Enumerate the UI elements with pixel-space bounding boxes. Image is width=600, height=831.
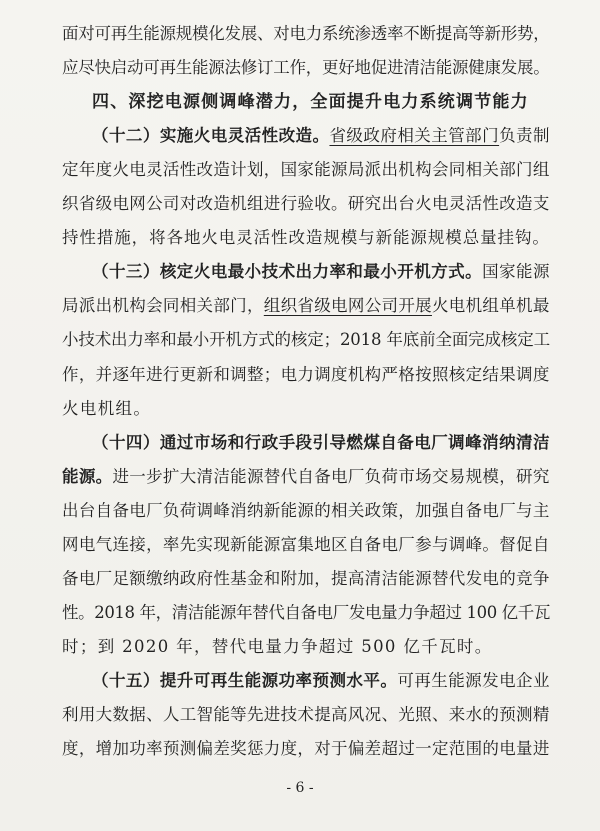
- text-fragment: 出台自备电厂负荷调峰消纳新能源的相关政策，加强自备电厂与主: [62, 500, 550, 520]
- text-line-16: [62, 534, 550, 556]
- text-line-20: [92, 670, 550, 692]
- text-fragment: 进一步扩大清洁能源替代自备电厂负荷市场交易规模，研究: [112, 466, 550, 486]
- text-line-1: [62, 23, 550, 45]
- text-fragment: 备电厂足额缴纳政府性基金和附加，提高清洁能源替代发电的竞争: [62, 568, 550, 588]
- text-fragment: （十三）核定火电最小技术出力率和最小开机方式。: [92, 262, 483, 282]
- text-line-14: [62, 466, 550, 488]
- text-line-7: [62, 227, 550, 249]
- text-line-18: [62, 602, 550, 624]
- text-fragment: 织省级电网公司对改造机组进行验收。研究出台火电灵活性改造支: [62, 194, 550, 214]
- text-line-15: [62, 500, 550, 522]
- text-line-8: [92, 261, 550, 283]
- text-fragment: 持性措施，将各地火电灵活性改造规模与新能源规模总量挂钩。: [62, 228, 550, 248]
- page-number: - 6 -: [286, 780, 314, 796]
- text-line-5: [62, 159, 550, 181]
- section-heading: [92, 91, 580, 113]
- text-fragment: 国家能源: [482, 262, 550, 282]
- text-fragment: 局派出机构会同相关部门，: [62, 296, 264, 316]
- text-line-6: [62, 193, 550, 215]
- text-line-9: [62, 295, 550, 317]
- text-fragment: 组织省级电网公司开展: [263, 296, 432, 316]
- text-fragment: 度，增加功率预测偏差奖惩力度，对于偏差超过一定范围的电量进: [62, 739, 550, 759]
- text-fragment: 面对可再生能源规模化发展、对电力系统渗透率不断提高等新形势，: [62, 24, 550, 43]
- text-line-4: [92, 125, 550, 147]
- text-fragment: 负责制: [499, 126, 550, 146]
- text-fragment: 应尽快启动可再生能源法修订工作，更好地促进清洁能源健康发展。: [62, 58, 550, 78]
- text-line-2: [62, 57, 550, 79]
- text-fragment: 省级政府相关主管部门: [329, 126, 500, 146]
- text-line-11: [62, 364, 550, 386]
- text-fragment: 火电机组单机最: [431, 296, 550, 316]
- text-fragment: 能源。: [62, 466, 113, 486]
- text-fragment: （十五）提升可再生能源功率预测水平。: [92, 670, 398, 690]
- text-line-13: [92, 432, 550, 454]
- text-fragment: 时；到 2020 年，替代电量力争超过 500 亿千瓦时。: [62, 636, 493, 656]
- text-fragment: 定年度火电灵活性改造计划，国家能源局派出机构会同相关部门组: [62, 160, 550, 180]
- text-line-10: [62, 329, 550, 351]
- text-fragment: 四、深挖电源侧调峰潜力，全面提升电力系统调节能力: [92, 92, 529, 113]
- text-fragment: 小技术出力率和最小开机方式的核定；2018 年底前全面完成核定工: [62, 330, 550, 350]
- text-line-22: [62, 738, 550, 760]
- text-line-19: [62, 636, 550, 658]
- text-fragment: 火电机组。: [62, 398, 152, 418]
- text-line-12: [62, 398, 550, 420]
- text-fragment: （十二）实施火电灵活性改造。: [92, 126, 330, 146]
- text-fragment: 网电气连接，率先实现新能源富集地区自备电厂参与调峰。督促自: [62, 534, 550, 554]
- text-fragment: 利用大数据、人工智能等先进技术提高风况、光照、来水的预测精: [62, 705, 550, 724]
- text-line-17: [62, 568, 550, 590]
- text-fragment: 可再生能源发电企业: [397, 670, 550, 690]
- text-fragment: 性。2018 年，清洁能源年替代自备电厂发电量力争超过 100 亿千瓦: [62, 602, 550, 622]
- text-fragment: （十四）通过市场和行政手段引导燃煤自备电厂调峰消纳清洁: [92, 432, 550, 452]
- text-fragment: 作，并逐年进行更新和调整；电力调度机构严格按照核定结果调度: [62, 364, 550, 384]
- text-line-21: [62, 704, 550, 726]
